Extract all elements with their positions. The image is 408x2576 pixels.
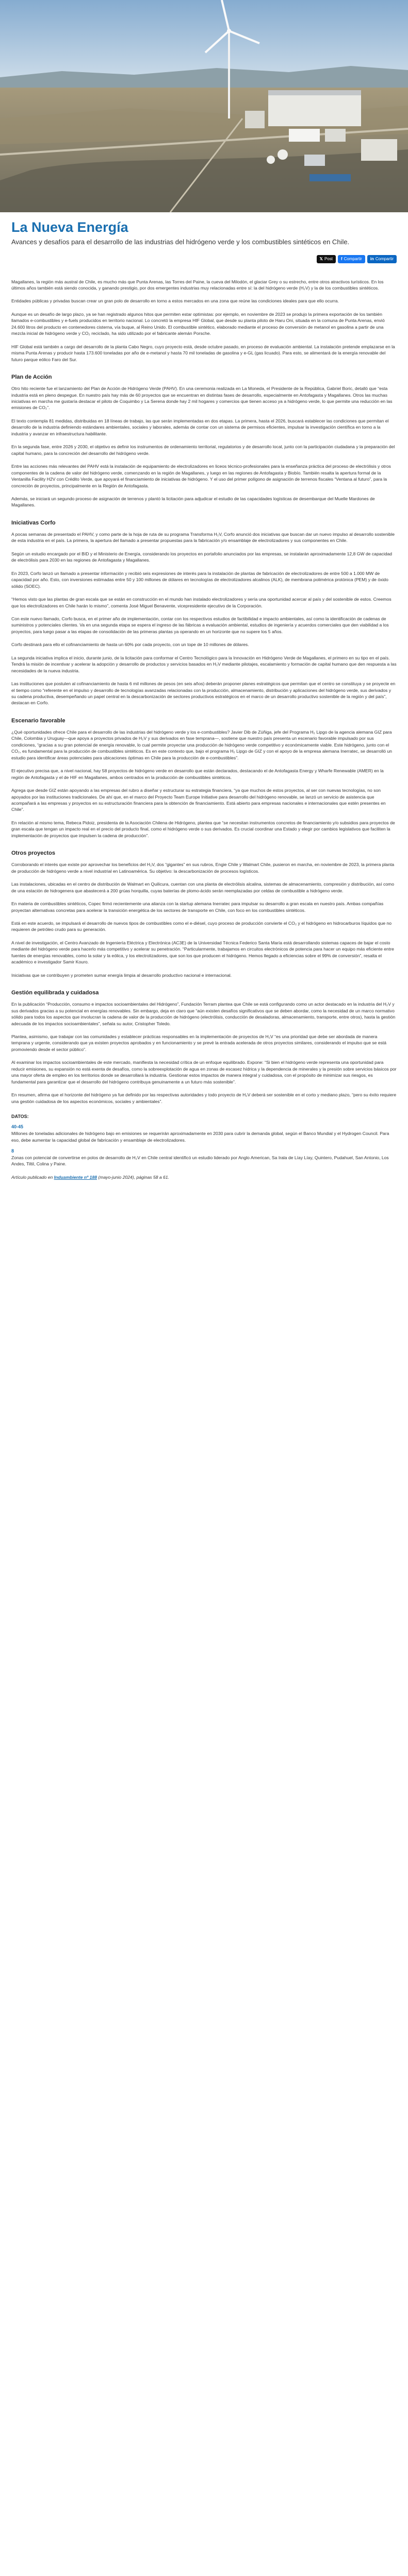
article-paragraph: A nivel de investigación, el Centro Avanzado de Ingeniería Eléctrica y Electrónica (AC3E) de la Universidad Técnica Federico Santa María está desarrollando sistemas capaces de bajar el costo mediante del hidrógeno verde para hacerlo más competitivo y acelerar su penetración. “Particularmente, trabajamos en circuitos electrónicos de potencia para hacer un equipo más eficiente entre fuentes de energías renovables, como la solar y la eólica, y los electrolizadores, que son los que producen el hidrógeno. Hemos llegado a eficiencias sobre el 99% de conversión”, resalta el académico e investigador Samir Kouro. bbox=[11, 940, 394, 965]
article-paragraph: Según un estudio encargado por el BID y el Ministerio de Energía, considerando los proyectos en portafolio anunciados por las empresas, se instalarán aproximadamente 12,8 GW de capacidad de electrólisis para 2030 en las regiones de Antofagasta y Magallanes. bbox=[11, 551, 393, 563]
article-paragraph: Además, se iniciará un segundo proceso de asignación de terrenos y plantó la licitación para adjudicar el estudio de las capacidades logísticas de desembarque del Muelle Mardones de Magallanes. bbox=[11, 496, 375, 508]
share-linkedin-label: Compartir bbox=[375, 257, 394, 262]
article-paragraph: ¿Qué oportunidades ofrece Chile para el desarrollo de las industrias del hidrógeno verde y los e-combustibles? Javier Dib de Zúñiga, jefe del Programa H₂ Lipgo de la agencia alemana GIZ para Chile, Colombia y Uruguay—que apoya a proyectos privados de H₂V y sus derivados en fase temprana—, sostiene que nuestro país presenta un escenario favorable impulsado por sus condiciones, “gracias a su gran potencial de energía renovable, lo cual permite proyectar una producción de hidrógeno verde competitivo y económicamente viable. Este hidrógeno, junto con el CO₂, es fundamental para la producción de combustibles sintéticos. Es en este contexto que, bajo el programa H₂ Lipgo de GIZ y con el apoyo de la empresa alemana Inerratec, se desarrolló un estudio para identificar áreas potenciales para ubicaciones óptimas en Chile para la producción de e-combustibles”. bbox=[11, 729, 393, 760]
article-body bbox=[11, 279, 397, 1105]
article-paragraph: En 2023, Corfo lanzó un llamado a presentar información y recibió seis expresiones de interés para la instalación de plantas de fabricación de electrolizadores de entre 500 a 1.000 MW de capacidad por año. Esto, con inversiones estimadas entre 50 y 100 millones de dólares en tecnologías de electrolizadores alcalinos (ALK), de membrana polimérica protónica (PEM) y de óxido sólido (SOEC). bbox=[11, 570, 388, 589]
article-paragraph: Iniciativas que se contribuyen y prometen sumar energía limpia al desarrollo productivo nacional e internacional. bbox=[11, 972, 232, 978]
hero-aerial-photo bbox=[0, 0, 408, 212]
datos-value-1: 40-45 bbox=[11, 1124, 24, 1130]
share-x-label: Post bbox=[324, 257, 333, 262]
datos-text-1: Millones de toneladas adicionales de hidrógeno bajo en emisiones se requerirán aproximadamente en 2030 para cubrir la demanda global, según el Banco Mundial y el Hydrogen Council. Para eso, debe aumentar la capacidad global de fabricación y ensamblaje de electrolizadores. bbox=[11, 1131, 389, 1143]
article-paragraph: A pocas semanas de presentado el PAHV, y como parte de la hoja de ruta de su programa Transforma H₂V, Corfo anunció dos iniciativas que buscan dar un nuevo impulso al desarrollo sostenible de esta industria en el país. La primera, la apertura del llamado a presentar propuestas para la fabricación y/o ensamblaje de electrolizadores y sus componentes en Chile. bbox=[11, 531, 395, 544]
article-paragraph: Otro hito reciente fue el lanzamiento del Plan de Acción de Hidrógeno Verde (PAHV). En una ceremonia realizada en La Moneda, el Presidente de la República, Gabriel Boric, detalló que “esta industria está en pleno despegue. En nuestro país hay más de 60 proyectos que se encuentran en distintas fases de desarrollo, especialmente en Antofagasta y Magallanes. Otros las muchas iniciativas en marcha me gustaría destacar el piloto de Coquimbo y La Serena donde hay 2 mil hogares y comercios que tienen acceso ya a hidrógeno verde, lo que permite una reducción en las emisiones de CO₂”. bbox=[11, 386, 393, 411]
article-paragraph: En la segunda fase, entre 2026 y 2030, el objetivo es definir los instrumentos de ordenamiento territorial, regulatorios y de desarrollo local, junto con la participación ciudadana y la preparación del capital humano, para la concreción del desarrollo del hidrógeno verde. bbox=[11, 444, 395, 456]
publication-note bbox=[11, 1175, 397, 1180]
article-paragraph: Las instalaciones, ubicadas en el centro de distribución de Walmart en Quilicura, cuentan con una planta de electrólisis alcalina, sistemas de almacenamiento, compresión y distribución, así como de una estación de hidrogenera que abastecerá a 200 grúas horquilla, cuyas baterías de plomo-ácido serán reemplazadas por celdas de combustible a hidrógeno verde. bbox=[11, 882, 394, 893]
section-heading: Gestión equilibrada y cuidadosa bbox=[11, 990, 99, 996]
article-paragraph: Está en este acuerdo, se impulsará el desarrollo de nuevos tipos de combustibles como el e-diésel, cuyo proceso de producción convierte el CO₂ y el hidrógeno en hidrocarburos líquidos que no requieren de petróleo crudo para su generación. bbox=[11, 921, 392, 933]
article-paragraph: Entre las acciones más relevantes del PAHV está la instalación de equipamiento de electrolizadores en liceos técnico-profesionales para la enseñanza práctica del proceso de electrólisis y otros componentes de la cadena de valor del hidrógeno verde, comenzando en la región de Magallanes, y luego en las regiones de Antofagasta y Biobío. También resalta la apertura formal de la Ventanilla Facility H2V con Crédito Verde, que apoyará el financiamiento de iniciativas de hidrógeno. Y el uso del primer polígono de asignación de terrenos fiscales “Ventana al futuro”, para la concreción de proyectos, principalmente en la Región de Antofagasta. bbox=[11, 464, 391, 488]
section-heading: Iniciativas Corfo bbox=[11, 519, 56, 526]
magazine-link[interactable]: Induambiente nº 188 bbox=[54, 1174, 97, 1180]
article-paragraph: Las instituciones que postulen al cofinanciamiento de hasta 6 mil millones de pesos (en seis años) deberán proponer planes estratégicos que permitan que el centro se constituya y se proyecte en el tiempo como “referente en el impulso y desarrollo de tecnologías avanzadas relacionadas con la producción, almacenamiento, distribución y aplicaciones del hidrógeno verde, sus derivados y su cadena productiva, desempeñando un papel central en la descarbonización de sectores productivos estratégicos en el marco de un desarrollo productivo sostenible de la región y del país”, destacan en Corfo. bbox=[11, 681, 396, 706]
datos-heading: DATOS: bbox=[11, 1114, 29, 1120]
article-paragraph: Aunque es un desafío de largo plazo, ya se han registrado algunos hitos que permiten estar optimistas: por ejemplo, en noviembre de 2023 se produjo la primera exportación de los también llamados e-combustibles y e-fuels producidos en territorio nacional. Lo concretó la empresa HIF Global, que desde su planta piloto de Haru Oni, situada en la comuna de Punta Arenas, envió 24.600 litros del producto en contenedores cisterna, vía buque, al Reino Unido. El combustible sintético, elaborado mediante el proceso de conversión de metanol en gasolina a partir de una mezcla inicial de hidrógeno verde y CO₂ reciclado, ha sido utilizado por el fabricante alemán Porsche. bbox=[11, 311, 385, 336]
share-x-button[interactable] bbox=[317, 255, 336, 263]
article-paragraph: El ejecutivo precisa que, a nivel nacional, hay 58 proyectos de hidrógeno verde en desarrollo que están declarados, destacando el de Antofagasta Energy y Wharfe Renewable (AMER) en la región de Antofagasta y el de HIF en Magallanes, ambos centrados en la producción de combustibles sintéticos. bbox=[11, 768, 384, 780]
article-paragraph: El texto contempla 81 medidas, distribuidas en 18 líneas de trabajo, las que serán implementadas en dos etapas. La primera, hasta el 2026, buscará establecer las condiciones que permitan el desarrollo de la industria definiendo estándares ambientales, sociales y laborales, además de contar con un sistema de permisos eficientes, impulsar la investigación científica en torno a la industria y avanzar en infraestructura habilitante. bbox=[11, 418, 389, 436]
article-paragraph: Entidades públicas y privadas buscan crear un gran polo de desarrollo en torno a estos mercados en una zona que reúne las condiciones ideales para que ello ocurra. bbox=[11, 298, 339, 304]
share-linkedin-button[interactable] bbox=[367, 255, 397, 263]
article-paragraph: En materia de combustibles sintéticos, Copec firmó recientemente una alianza con la startup alemana Inerratec para impulsar su desarrollo a gran escala en nuestro país. Ambas compañías proyectan alternativas concretas para acelerar la transición energética de los sectores de transporte en Chile, con foco en los combustibles sintéticos. bbox=[11, 901, 384, 913]
facebook-icon: f bbox=[340, 257, 342, 262]
article-paragraph: Con este nuevo llamado, Corfo busca, en el primer año de implementación, contar con los respectivos estudios de factibilidad e impacto ambientales, así como la identificación de cadenas de suministros y potenciales clientes. Va en una segunda etapa se espera el ingreso de las fábricas a evaluación ambiental, estudios de ingeniería y acuerdos comerciales que den viabilidad a los proyectos, para luego pasar a las etapas de consolidación de las primeras plantas ya operando en un horizonte que no supere los 5 años. bbox=[11, 616, 389, 634]
x-logo-icon: 𝕏 bbox=[319, 257, 323, 262]
datos-section bbox=[11, 1114, 397, 1167]
hero-image bbox=[0, 0, 408, 212]
article-paragraph: La segunda iniciativa implica el inicio, durante junio, de la licitación para conformar el Centro Tecnológico para la Innovación en Hidrógeno Verde de Magallanes, el primero en su tipo en el país. Tendrá la misión de incentivar y acelerar la adopción y desarrollo de productos y servicios basados en H₂V mediante pilotajes, escalamiento y formación de capital humano que den respuesta a las necesidades de la nueva industria. bbox=[11, 655, 397, 673]
share-facebook-button[interactable] bbox=[338, 255, 365, 263]
article-subtitle: Avances y desafíos para el desarrollo de las industrias del hidrógeno verde y los combustibles sintéticos en Chile. bbox=[11, 238, 350, 246]
datos-value-2: 8 bbox=[11, 1148, 14, 1154]
article-paragraph: En la publicación “Producción, consumo e impactos socioambientales del Hidrógeno”, Fundación Terram plantea que Chile se está configurando como un actor destacado en la industria del H₂V y sus derivados gracias a su potencial en energías renovables. Sin embargo, deja en claro que “aún existen desafíos significativos que se deben abordar, como la necesidad de un marco normativo sólido para todos los aspectos que involucran la cadena de valor de la producción de hidrógeno (electrólisis, conducción de desaladoras, almacenamiento, transporte, entre otros), hasta la gestión adecuada de los impactos socioambientales”, señala su autor, Cristopher Toledo. bbox=[11, 1002, 396, 1026]
article-paragraph: Al examinar los impactos socioambientales de este mercado, manifiesta la necesidad crítica de un enfoque equilibrado. Expone: “Si bien el hidrógeno verde representa una oportunidad para reducir emisiones, su expansión no está exenta de desafíos, como la sobreexplotación de agua en zonas de escasez hídrica y la dependencia de minerales y la presión sobre servicios básicos por una mayor oferta de empleo en los territorios donde se desarrollará la industria. Gestionar estos impactos de manera integral y cuidadosa, con el propósito de minimizar sus riesgos, es fundamental para garantizar que el desarrollo del hidrógeno contribuya genuinamente a un futuro más sostenible”. bbox=[11, 1060, 397, 1084]
article-paragraph: Magallanes, la región más austral de Chile, es mucho más que Punta Arenas, las Torres del Paine, la cueva del Milodón, el glaciar Grey o su estrecho, entre otros atractivos turísticos. En los últimos años también está siendo conocida, y ganando prestigio, por dos emergentes industrias muy relacionadas entre sí: la del hidrógeno verde (H₂V) y la de los combustibles sintéticos. bbox=[11, 279, 384, 291]
article-paragraph: Plantea, asimismo, que trabajar con las comunidades y establecer prácticas responsables en la implementación de proyectos de H₂V “es una prioridad que debe ser abordada de manera temprana y urgente, considerando que ya existen proyectos aprobados y en funcionamiento y se prevé la entrada acelerada de otros proyectos similares, considerando el impulso que se está promoviendo desde el sector público”. bbox=[11, 1033, 387, 1052]
article-paragraph: En relación al mismo tema, Rebeca Pidoiz, presidenta de la Asociación Chilena de Hidrógeno, plantea que “se necesitan instrumentos concretos de financiamiento y/o subsidios para proyectos de gran escala que tengan un impacto real en el precio del producto final, como el hidrógeno verde o sus derivados. Es crucial coordinar una Estado y elegir por cambios legislativos que faciliten la implementación de proyectos que impulsen la cadena de producción”. bbox=[11, 820, 395, 838]
linkedin-icon: in bbox=[370, 257, 374, 262]
article-title: La Nueva Energía bbox=[11, 219, 128, 235]
publication-prefix: Artículo publicado en bbox=[11, 1174, 54, 1180]
datos-text-2: Zonas con potencial de convertirse en polos de desarrollo de H₂V en Chile central identificó un estudio liderado por Anglo American, Sa Irala de Líay Líay, Quintero, Pudahuel, San Antonio, Los Andes, Tiltil, Colina y Paine. bbox=[11, 1155, 389, 1167]
article-paragraph: Corfo destinará para ello el cofinanciamiento de hasta un 60% por cada proyecto, con un tope de 10 millones de dólares. bbox=[11, 642, 249, 648]
article-paragraph: En resumen, afirma que el horizonte del hidrógeno ya fue definido por las respectivas autoridades y todo proyecto de H₂V deberá ser sostenible en el corto y mediano plazo, “pero su éxito requiere una gestión cuidadosa de los aspectos económicos, sociales y ambientales”. bbox=[11, 1092, 397, 1104]
section-heading: Escenario favorable bbox=[11, 717, 66, 724]
article-paragraph: HIF Global está también a cargo del desarrollo de la planta Cabo Negro, cuyo proyecto está, desde octubre pasado, en proceso de evaluación ambiental. La instalación pretende emplazarse en la misma Punta Arenas y producir hasta 173.600 toneladas por año de e-metanol y hasta 70 mil toneladas de gasolina y e-GL (gas licuado). Para esto, se alimentará de la energía renovable del futuro parque eólico Faro del Sur. bbox=[11, 344, 395, 362]
section-heading: Otros proyectos bbox=[11, 850, 55, 857]
section-heading: Plan de Acción bbox=[11, 374, 52, 381]
publication-suffix: (mayo-junio 2024), páginas 58 a 61. bbox=[97, 1174, 170, 1180]
article-paragraph: Corroborando el interés que existe por aprovechar los beneficios del H₂V, dos “gigantes” en sus rubros, Engie Chile y Walmart Chile, pusieron en marcha, en noviembre de 2023, la primera planta de producción de hidrógeno verde a nivel industrial en Latinoamérica. Su objetivo: la descarbonización de procesos logísticos. bbox=[11, 862, 395, 874]
share-bar bbox=[11, 255, 397, 263]
share-facebook-label: Compartir bbox=[344, 257, 362, 262]
article-paragraph: Agrega que desde GIZ están apoyando a las empresas del rubro a diseñar y estructurar su estrategia financiera, “ya que muchos de estos proyectos, al ser con nuevas tecnologías, no son apoyados por las instituciones tradicionales. De ahí que, en el marco del Proyecto Team Europe Initiative para desarrollo del hidrógeno renovable, se lanzó un servicio de asistencia que acompañará a las empresas y proyectos en su estructuración financiera para la obtención de financiamiento. Está abierto para empresas nacionales e internacionales que estén presentes en Chile”. bbox=[11, 788, 386, 812]
article-paragraph: “Hemos visto que las plantas de gran escala que se están en construcción en el mundo han instalado electrolizadores y sería una oportunidad acercar al país y del sostenible de estos. Creemos que los electrolizadores en Chile harán lo mismo”, comenta José Miguel Benavente, vicepresidente ejecutivo de la Corporación. bbox=[11, 597, 391, 608]
